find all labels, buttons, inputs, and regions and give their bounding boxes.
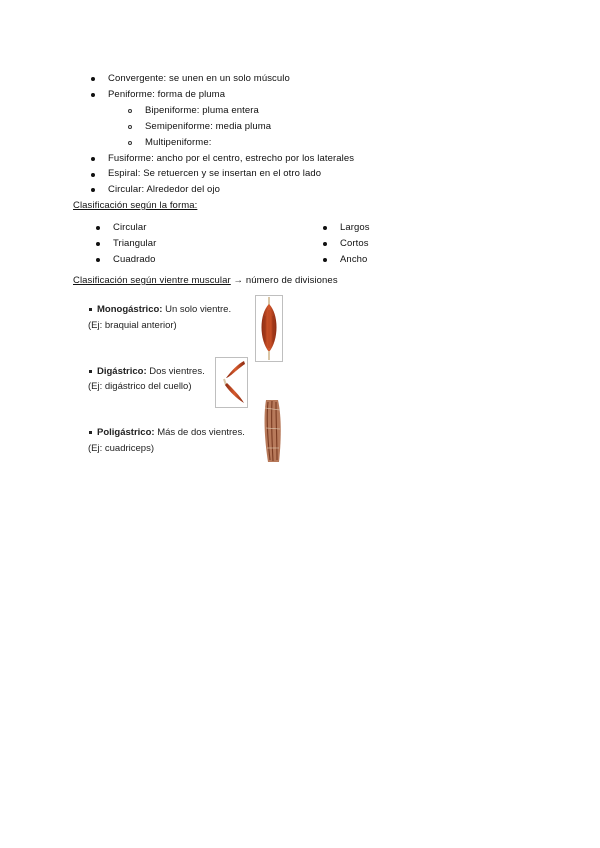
muscle-di-example: (Ej: digástrico del cuello)	[88, 381, 192, 392]
square-bullet	[89, 370, 92, 373]
bullet-dot	[323, 242, 327, 246]
forma-left-item: Triangular	[113, 238, 157, 249]
list-item-espiral: Espiral: Se retuercen y se insertan en el otro lado	[108, 168, 322, 179]
bullet-dot	[91, 93, 95, 97]
heading-vientre: Clasificación según vientre muscular	[73, 275, 231, 286]
forma-left-item: Circular	[113, 222, 147, 233]
square-bullet	[89, 308, 92, 311]
forma-left-item: Cuadrado	[113, 254, 156, 265]
monogastric-muscle-icon	[256, 296, 282, 361]
square-bullet	[89, 431, 92, 434]
bullet-dot	[323, 258, 327, 262]
list-item-bipeniforme: Bipeniforme: pluma entera	[145, 105, 259, 116]
heading-vientre-tail: número de divisiones	[245, 275, 338, 286]
muscle-poli-desc: Más de dos vientres.	[157, 427, 245, 438]
list-item-convergente: Convergente: se unen en un solo músculo	[108, 73, 290, 84]
sub-bullet-ring	[128, 141, 132, 145]
monogastric-muscle-image	[255, 295, 283, 362]
muscle-poli-name: Poligástrico:	[97, 427, 155, 438]
muscle-di-name: Digástrico:	[97, 366, 147, 377]
bullet-dot	[91, 188, 95, 192]
list-item-peniforme: Peniforme: forma de pluma	[108, 89, 226, 100]
muscle-mono-name: Monogástrico:	[97, 304, 163, 315]
muscle-di-line	[97, 366, 205, 378]
muscle-poli-example: (Ej: cuadriceps)	[88, 443, 154, 454]
heading-vientre-line	[73, 275, 338, 287]
forma-right-item: Ancho	[340, 254, 368, 265]
forma-right-item: Cortos	[340, 238, 369, 249]
polygastric-muscle-icon	[263, 398, 282, 464]
list-item-circular: Circular: Alrededor del ojo	[108, 184, 221, 195]
list-item-semipeniforme: Semipeniforme: media pluma	[145, 121, 272, 132]
polygastric-muscle-image	[263, 398, 282, 464]
bullet-dot	[91, 157, 95, 161]
forma-right-item: Largos	[340, 222, 370, 233]
sub-bullet-ring	[128, 109, 132, 113]
bullet-dot	[91, 77, 95, 81]
digastric-muscle-icon	[216, 358, 247, 407]
muscle-mono-desc: Un solo vientre.	[165, 304, 232, 315]
heading-forma: Clasificación según la forma:	[73, 200, 198, 211]
bullet-dot	[96, 242, 100, 246]
muscle-mono-example: (Ej: braquial anterior)	[88, 320, 177, 331]
list-item-fusiforme: Fusiforme: ancho por el centro, estrecho por los laterales	[108, 153, 355, 164]
bullet-dot	[96, 258, 100, 262]
arrow-right-icon: →	[233, 275, 244, 286]
muscle-di-desc: Dos vientres.	[149, 366, 205, 377]
muscle-poli-line	[97, 427, 245, 439]
muscle-mono-line	[97, 304, 231, 316]
bullet-dot	[96, 226, 100, 230]
list-item-multipeniforme: Multipeniforme:	[145, 137, 212, 148]
bullet-dot	[91, 173, 95, 177]
bullet-dot	[323, 226, 327, 230]
digastric-muscle-image	[215, 357, 248, 408]
sub-bullet-ring	[128, 125, 132, 129]
